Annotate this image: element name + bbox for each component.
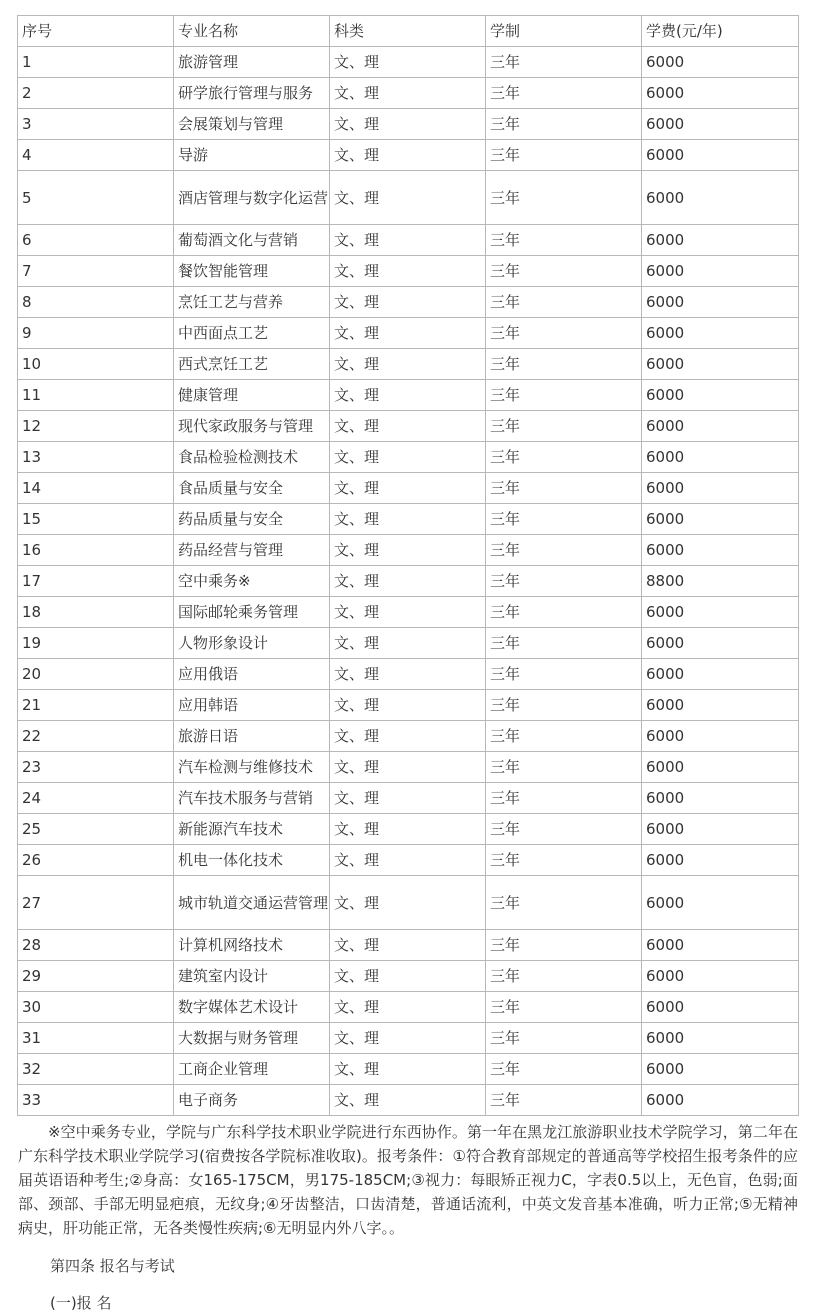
cell-major: 应用韩语 [174, 690, 330, 721]
cell-index: 20 [18, 659, 174, 690]
table-row [18, 690, 799, 721]
cell-category: 文、理 [330, 1054, 486, 1085]
header-cell-duration: 学制 [486, 16, 642, 47]
table-row [18, 597, 799, 628]
cell-tuition: 6000 [642, 171, 799, 225]
cell-tuition: 6000 [642, 876, 799, 930]
table-row [18, 814, 799, 845]
table-row [18, 1023, 799, 1054]
cell-duration: 三年 [486, 504, 642, 535]
cell-major: 现代家政服务与管理 [174, 411, 330, 442]
cell-index: 19 [18, 628, 174, 659]
cell-duration: 三年 [486, 721, 642, 752]
cell-duration: 三年 [486, 287, 642, 318]
table-row [18, 380, 799, 411]
cell-tuition: 6000 [642, 1023, 799, 1054]
cell-duration: 三年 [486, 814, 642, 845]
cell-tuition: 6000 [642, 659, 799, 690]
table-row [18, 225, 799, 256]
cell-major: 研学旅行管理与服务 [174, 78, 330, 109]
cell-index: 16 [18, 535, 174, 566]
cell-major: 西式烹饪工艺 [174, 349, 330, 380]
cell-category: 文、理 [330, 814, 486, 845]
cell-tuition: 6000 [642, 442, 799, 473]
cell-category: 文、理 [330, 225, 486, 256]
cell-index: 7 [18, 256, 174, 287]
cell-duration: 三年 [486, 1054, 642, 1085]
cell-duration: 三年 [486, 961, 642, 992]
cell-category: 文、理 [330, 1085, 486, 1116]
cell-duration: 三年 [486, 659, 642, 690]
flight-attendant-note: ※空中乘务专业，学院与广东科学技术职业学院进行东西协作。第一年在黑龙江旅游职业技术学院学习，第二年在广东科学技术职业学院学习(宿费按各学院标准收取)。报考条件：①符合教育部规定的普通高等学校招生报考条件的应届英语语种考生;②身高：女165-175CM，男175-185CM;③视力：每眼矫正视力C，字表0.5以上，无色盲，色弱;面部、颈部、手部无明显疤痕，无纹身;④牙齿整洁，口齿清楚，普通话流利，中英文发音基本准确，听力正常;⑤无精神病史，肝功能正常，无各类慢性疾病;⑥无明显内外八字。。 [18, 1123, 798, 1237]
cell-index: 29 [18, 961, 174, 992]
cell-index: 33 [18, 1085, 174, 1116]
cell-category: 文、理 [330, 752, 486, 783]
cell-major: 烹饪工艺与营养 [174, 287, 330, 318]
cell-index: 14 [18, 473, 174, 504]
cell-category: 文、理 [330, 256, 486, 287]
table-row [18, 992, 799, 1023]
cell-index: 17 [18, 566, 174, 597]
table-row [18, 287, 799, 318]
cell-major: 国际邮轮乘务管理 [174, 597, 330, 628]
cell-category: 文、理 [330, 171, 486, 225]
cell-tuition: 6000 [642, 845, 799, 876]
cell-index: 26 [18, 845, 174, 876]
cell-major: 新能源汽车技术 [174, 814, 330, 845]
cell-category: 文、理 [330, 930, 486, 961]
cell-index: 30 [18, 992, 174, 1023]
cell-index: 12 [18, 411, 174, 442]
cell-category: 文、理 [330, 535, 486, 566]
cell-major: 葡萄酒文化与营销 [174, 225, 330, 256]
cell-index: 6 [18, 225, 174, 256]
cell-index: 31 [18, 1023, 174, 1054]
cell-duration: 三年 [486, 171, 642, 225]
cell-duration: 三年 [486, 628, 642, 659]
cell-category: 文、理 [330, 992, 486, 1023]
cell-category: 文、理 [330, 109, 486, 140]
table-row [18, 783, 799, 814]
cell-duration: 三年 [486, 752, 642, 783]
cell-duration: 三年 [486, 690, 642, 721]
table-row [18, 78, 799, 109]
cell-tuition: 6000 [642, 287, 799, 318]
registration-subheading: (一)报 名 [50, 1294, 112, 1312]
cell-tuition: 6000 [642, 504, 799, 535]
cell-category: 文、理 [330, 442, 486, 473]
cell-index: 2 [18, 78, 174, 109]
cell-tuition: 6000 [642, 597, 799, 628]
cell-duration: 三年 [486, 256, 642, 287]
cell-tuition: 6000 [642, 1085, 799, 1116]
cell-category: 文、理 [330, 78, 486, 109]
cell-major: 食品质量与安全 [174, 473, 330, 504]
cell-major: 中西面点工艺 [174, 318, 330, 349]
table-row [18, 1085, 799, 1116]
table-row [18, 752, 799, 783]
cell-category: 文、理 [330, 47, 486, 78]
table-row [18, 504, 799, 535]
cell-major: 城市轨道交通运营管理 [174, 876, 330, 930]
cell-tuition: 6000 [642, 140, 799, 171]
cell-tuition: 6000 [642, 256, 799, 287]
cell-category: 文、理 [330, 140, 486, 171]
cell-major: 导游 [174, 140, 330, 171]
cell-index: 3 [18, 109, 174, 140]
cell-duration: 三年 [486, 1023, 642, 1054]
table-row [18, 961, 799, 992]
table-row [18, 171, 799, 225]
cell-duration: 三年 [486, 225, 642, 256]
cell-category: 文、理 [330, 473, 486, 504]
cell-duration: 三年 [486, 597, 642, 628]
cell-tuition: 6000 [642, 473, 799, 504]
cell-index: 11 [18, 380, 174, 411]
cell-duration: 三年 [486, 318, 642, 349]
cell-tuition: 6000 [642, 78, 799, 109]
cell-tuition: 6000 [642, 225, 799, 256]
cell-major: 数字媒体艺术设计 [174, 992, 330, 1023]
cell-category: 文、理 [330, 287, 486, 318]
cell-category: 文、理 [330, 690, 486, 721]
article-heading: 第四条 报名与考试 [50, 1257, 175, 1275]
cell-tuition: 6000 [642, 1054, 799, 1085]
cell-duration: 三年 [486, 411, 642, 442]
cell-category: 文、理 [330, 628, 486, 659]
table-row [18, 349, 799, 380]
cell-category: 文、理 [330, 845, 486, 876]
cell-category: 文、理 [330, 876, 486, 930]
header-cell-major: 专业名称 [174, 16, 330, 47]
cell-tuition: 6000 [642, 783, 799, 814]
cell-major: 机电一体化技术 [174, 845, 330, 876]
cell-major: 电子商务 [174, 1085, 330, 1116]
table-row [18, 628, 799, 659]
cell-duration: 三年 [486, 566, 642, 597]
table-row [18, 318, 799, 349]
cell-major: 酒店管理与数字化运营 [174, 171, 330, 225]
table-row [18, 721, 799, 752]
cell-duration: 三年 [486, 535, 642, 566]
header-cell-index: 序号 [18, 16, 174, 47]
cell-index: 8 [18, 287, 174, 318]
cell-tuition: 8800 [642, 566, 799, 597]
cell-index: 18 [18, 597, 174, 628]
cell-major: 汽车技术服务与营销 [174, 783, 330, 814]
cell-major: 药品质量与安全 [174, 504, 330, 535]
cell-duration: 三年 [486, 140, 642, 171]
cell-category: 文、理 [330, 380, 486, 411]
cell-duration: 三年 [486, 876, 642, 930]
table-row [18, 442, 799, 473]
cell-tuition: 6000 [642, 992, 799, 1023]
cell-major: 健康管理 [174, 380, 330, 411]
cell-duration: 三年 [486, 845, 642, 876]
cell-major: 工商企业管理 [174, 1054, 330, 1085]
cell-index: 15 [18, 504, 174, 535]
majors-table-body [18, 16, 799, 1116]
cell-tuition: 6000 [642, 109, 799, 140]
cell-category: 文、理 [330, 783, 486, 814]
table-row [18, 659, 799, 690]
header-cell-tuition: 学费(元/年) [642, 16, 799, 47]
cell-tuition: 6000 [642, 349, 799, 380]
cell-tuition: 6000 [642, 47, 799, 78]
cell-duration: 三年 [486, 442, 642, 473]
cell-major: 人物形象设计 [174, 628, 330, 659]
cell-index: 1 [18, 47, 174, 78]
cell-category: 文、理 [330, 721, 486, 752]
cell-index: 22 [18, 721, 174, 752]
cell-index: 27 [18, 876, 174, 930]
majors-table [17, 15, 799, 1116]
cell-major: 汽车检测与维修技术 [174, 752, 330, 783]
table-row [18, 47, 799, 78]
cell-duration: 三年 [486, 349, 642, 380]
cell-duration: 三年 [486, 783, 642, 814]
cell-index: 25 [18, 814, 174, 845]
cell-category: 文、理 [330, 1023, 486, 1054]
table-row [18, 876, 799, 930]
cell-tuition: 6000 [642, 752, 799, 783]
cell-tuition: 6000 [642, 930, 799, 961]
table-row [18, 535, 799, 566]
cell-index: 32 [18, 1054, 174, 1085]
cell-index: 10 [18, 349, 174, 380]
cell-major: 大数据与财务管理 [174, 1023, 330, 1054]
cell-duration: 三年 [486, 47, 642, 78]
cell-tuition: 6000 [642, 961, 799, 992]
cell-tuition: 6000 [642, 318, 799, 349]
cell-major: 应用俄语 [174, 659, 330, 690]
cell-category: 文、理 [330, 504, 486, 535]
cell-duration: 三年 [486, 380, 642, 411]
cell-duration: 三年 [486, 78, 642, 109]
cell-tuition: 6000 [642, 721, 799, 752]
cell-category: 文、理 [330, 566, 486, 597]
cell-major: 食品检验检测技术 [174, 442, 330, 473]
cell-major: 计算机网络技术 [174, 930, 330, 961]
table-row [18, 473, 799, 504]
cell-index: 21 [18, 690, 174, 721]
cell-major: 旅游日语 [174, 721, 330, 752]
table-row [18, 411, 799, 442]
table-header-row [18, 16, 799, 47]
cell-category: 文、理 [330, 597, 486, 628]
table-row [18, 845, 799, 876]
cell-major: 空中乘务※ [174, 566, 330, 597]
cell-major: 建筑室内设计 [174, 961, 330, 992]
cell-tuition: 6000 [642, 690, 799, 721]
cell-major: 餐饮智能管理 [174, 256, 330, 287]
cell-index: 9 [18, 318, 174, 349]
cell-duration: 三年 [486, 1085, 642, 1116]
cell-tuition: 6000 [642, 814, 799, 845]
cell-duration: 三年 [486, 473, 642, 504]
table-row [18, 1054, 799, 1085]
cell-category: 文、理 [330, 961, 486, 992]
cell-category: 文、理 [330, 411, 486, 442]
cell-index: 5 [18, 171, 174, 225]
cell-index: 28 [18, 930, 174, 961]
table-row [18, 140, 799, 171]
cell-duration: 三年 [486, 109, 642, 140]
cell-major: 会展策划与管理 [174, 109, 330, 140]
cell-duration: 三年 [486, 992, 642, 1023]
cell-category: 文、理 [330, 318, 486, 349]
cell-index: 4 [18, 140, 174, 171]
cell-tuition: 6000 [642, 411, 799, 442]
table-row [18, 930, 799, 961]
cell-category: 文、理 [330, 659, 486, 690]
cell-tuition: 6000 [642, 628, 799, 659]
cell-tuition: 6000 [642, 535, 799, 566]
cell-duration: 三年 [486, 930, 642, 961]
table-row [18, 256, 799, 287]
cell-tuition: 6000 [642, 380, 799, 411]
cell-index: 23 [18, 752, 174, 783]
header-cell-category: 科类 [330, 16, 486, 47]
table-row [18, 109, 799, 140]
cell-major: 旅游管理 [174, 47, 330, 78]
table-row [18, 566, 799, 597]
cell-index: 24 [18, 783, 174, 814]
cell-major: 药品经营与管理 [174, 535, 330, 566]
cell-category: 文、理 [330, 349, 486, 380]
cell-index: 13 [18, 442, 174, 473]
